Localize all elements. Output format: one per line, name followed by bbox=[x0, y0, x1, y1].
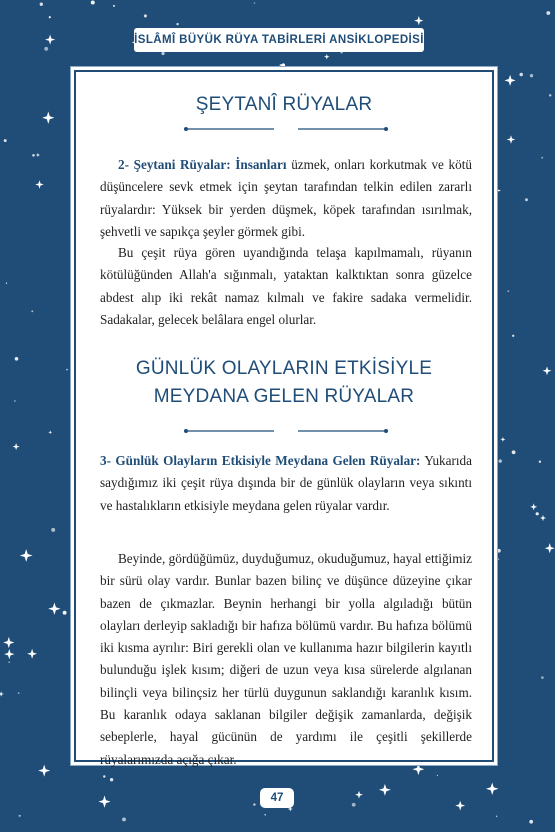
crescent-moon-icon bbox=[520, 622, 536, 632]
star-dot bbox=[352, 803, 356, 807]
star-dot bbox=[541, 157, 543, 159]
star-dot bbox=[496, 816, 497, 817]
crescent-moon-icon bbox=[69, 796, 88, 820]
star-dot bbox=[19, 815, 21, 817]
star-icon bbox=[543, 366, 552, 375]
star-icon bbox=[36, 153, 40, 157]
star-dot bbox=[549, 94, 551, 96]
star-dot bbox=[51, 528, 55, 532]
star-icon bbox=[4, 649, 14, 659]
star-dot bbox=[103, 775, 105, 777]
star-dot bbox=[282, 63, 286, 67]
star-dot bbox=[525, 198, 528, 201]
star-icon bbox=[505, 75, 516, 86]
star-dot bbox=[4, 139, 7, 142]
star-dot bbox=[8, 662, 9, 663]
star-icon bbox=[414, 16, 423, 25]
section-heading-gunluk-line2: MEYDANA GELEN RÜYALAR bbox=[153, 386, 415, 407]
star-icon bbox=[324, 54, 330, 60]
section-heading-seytani: ŞEYTANÎ RÜYALAR bbox=[195, 94, 373, 115]
crescent-moon-icon bbox=[0, 196, 12, 212]
star-dot bbox=[40, 3, 43, 6]
star-icon bbox=[500, 437, 505, 442]
star-dot bbox=[176, 23, 178, 25]
star-dot bbox=[49, 16, 51, 18]
crescent-moon-icon bbox=[278, 56, 288, 69]
star-dot bbox=[66, 369, 68, 371]
crescent-moon-icon bbox=[42, 286, 55, 298]
star-dot bbox=[512, 335, 514, 337]
crescent-moon-icon bbox=[30, 124, 50, 140]
crescent-moon-icon bbox=[91, 26, 98, 37]
star-icon bbox=[507, 135, 516, 144]
content-card bbox=[74, 70, 494, 767]
star-dot bbox=[18, 692, 20, 694]
star-dot bbox=[161, 52, 164, 55]
page-number: 47 bbox=[260, 788, 294, 808]
crescent-moon-icon bbox=[505, 400, 522, 411]
crescent-moon-icon bbox=[425, 45, 437, 59]
crescent-moon-icon bbox=[0, 476, 10, 486]
star-icon bbox=[20, 549, 33, 562]
paragraph-gunluk-definition bbox=[100, 450, 472, 517]
ornament-divider bbox=[184, 122, 388, 136]
crescent-moon-icon bbox=[503, 620, 510, 634]
star-dot bbox=[437, 775, 438, 776]
star-dot bbox=[497, 549, 501, 553]
star-dot bbox=[541, 676, 544, 679]
definition-lead: 3- Günlük Olayların Etkisiyle Meydana Gelen Rüyalar: bbox=[100, 453, 421, 468]
paragraph-seytani-advice: Bu çeşit rüya gören uyandığında telaşa kapılmamalı, rüyanın kötülüğünden Allah'a sığınmalı, yataktan kalktıktan sonra güzelce abdest alıp iki rekât namaz kılmalı ve fakire sadaka vermelidir. Sadakalar, gelecek belâlara engel olurlar. bbox=[100, 245, 472, 327]
definition-lead: 2- Şeytani Rüyalar: bbox=[118, 157, 231, 172]
star-dot bbox=[144, 14, 147, 17]
crescent-moon-icon bbox=[158, 826, 169, 832]
star-dot bbox=[63, 611, 67, 615]
crescent-moon-icon bbox=[523, 420, 540, 433]
star-dot bbox=[110, 778, 113, 781]
star-dot bbox=[539, 461, 541, 463]
star-icon bbox=[38, 765, 50, 777]
crescent-moon-icon bbox=[9, 503, 24, 514]
star-icon bbox=[3, 637, 14, 648]
star-icon bbox=[355, 791, 363, 799]
star-dot bbox=[546, 11, 550, 15]
star-icon bbox=[27, 649, 37, 659]
crescent-moon-icon bbox=[42, 407, 62, 420]
star-icon bbox=[48, 430, 52, 434]
star-icon bbox=[455, 801, 465, 811]
star-dot bbox=[6, 282, 7, 283]
star-icon bbox=[379, 784, 391, 796]
star-icon bbox=[540, 515, 546, 521]
star-icon bbox=[13, 443, 20, 450]
definition-text: üzmek, onları korkutmak ve kötü düşüncelere sevk etmek için şeytan tarafından telkin edilen zararlı rüyalardır: Yüksek bir yerden düşmek, köpek tarafından ısırılmak, şehvetli ve sapıkça şeyler görmek gibi. bbox=[100, 157, 472, 239]
star-icon bbox=[98, 796, 110, 808]
star-dot bbox=[519, 73, 523, 77]
star-dot bbox=[530, 74, 533, 77]
star-dot bbox=[536, 512, 539, 515]
book-title: İSLÂMÎ BÜYÜK RÜYA TABİRLERİ ANSİKLOPEDİSİ bbox=[134, 34, 424, 46]
star-icon bbox=[545, 543, 555, 553]
star-dot bbox=[254, 2, 255, 3]
star-dot bbox=[113, 5, 115, 7]
star-dot bbox=[507, 290, 509, 292]
star-icon bbox=[486, 782, 499, 795]
crescent-moon-icon bbox=[517, 491, 538, 505]
star-dot bbox=[512, 450, 516, 454]
definition-lead-2: İnsanları bbox=[235, 157, 287, 172]
star-dot bbox=[14, 400, 16, 402]
star-dot bbox=[91, 1, 95, 5]
section-heading-gunluk-line1: GÜNLÜK OLAYLARIN ETKİSİYLE bbox=[135, 358, 433, 379]
definition-text: Yukarıda saydığımız iki çeşit rüya dışında bir de günlük olayların veya sıkıntı ve hastalıkların etkisiyle meydana gelen rüyalar vardır. bbox=[100, 453, 472, 513]
star-icon bbox=[35, 180, 44, 189]
star-dot bbox=[15, 357, 19, 361]
star-dot bbox=[122, 817, 126, 821]
star-icon bbox=[42, 112, 54, 124]
star-dot bbox=[529, 820, 533, 824]
paragraph-gunluk-memory: Beyinde, gördüğümüz, duyduğumuz, okuduğumuz, hayal ettiğimiz bir sürü olay vardır. Bunlar bazen bilinç ve düşünce düzeyine çıkar bazen de çıkmazlar. Beynin herhangi bir yolla algıladığı bütün olayları derleyip sakladığı bir hafıza bölümü vardır. Bu hafıza bölümü iki kısma ayrılır: Biri gerekli olan ve kullanıma hazır bilgilerin kayıtlı bulunduğu işlek kısım; diğeri de uzun veya kısa sürelerde algılanan bilinçli veya bilinçsiz her türlü duygunun saklandığı karanlık kısım. Bu karanlık odaya saklanan bilgiler değişik zamanlarda, değişik sebeplerle, hayal gücünün de yardımı ile çeşitli şekillerde rüyalarımızda açığa çıkar. bbox=[100, 551, 472, 767]
star-icon bbox=[530, 503, 537, 510]
star-icon bbox=[0, 691, 4, 697]
star-dot bbox=[264, 814, 266, 816]
ornament-divider bbox=[184, 424, 388, 438]
star-icon bbox=[48, 603, 60, 615]
paragraph-seytani-definition bbox=[100, 154, 472, 243]
book-title-bar bbox=[134, 28, 424, 52]
star-dot bbox=[31, 310, 33, 312]
star-dot bbox=[32, 154, 35, 157]
crescent-moon-icon bbox=[58, 176, 66, 190]
star-dot bbox=[499, 459, 502, 462]
star-icon bbox=[45, 35, 55, 45]
star-dot bbox=[253, 803, 255, 805]
star-dot bbox=[44, 47, 48, 51]
